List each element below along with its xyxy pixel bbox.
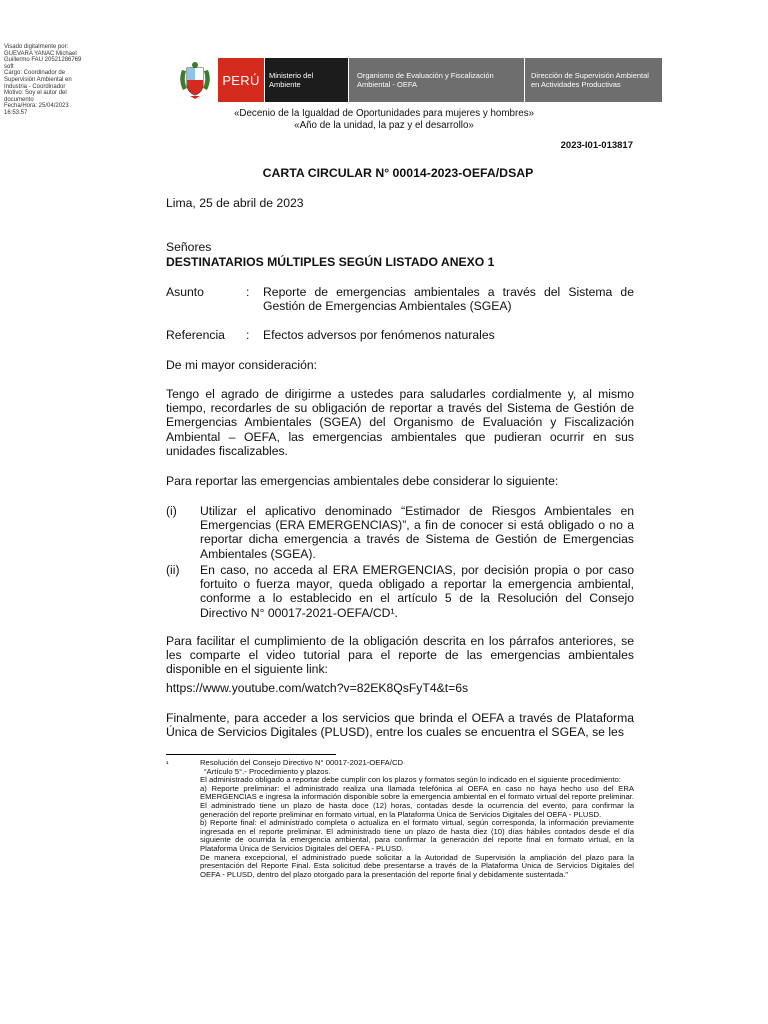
ministry-block: Ministerio del Ambiente (264, 58, 348, 102)
reference-label: Referencia (166, 328, 225, 342)
coat-of-arms-icon (172, 58, 218, 102)
signature-line: Fecha/Hora: 25/04/2023 (4, 103, 69, 110)
organism-block: Organismo de Evaluación y Fiscalización Ambiental - OEFA (348, 58, 524, 102)
list-item: En caso, no acceda al ERA EMERGENCIAS, por decisión propia o por caso fortuito o fuerza mayor, queda obligado a reportar la emergencia ambiental, conforme a lo establecido en el artículo 5 de la Resolución del Consejo Directivo N° 00017-2021-OEFA/CD¹. (200, 563, 634, 620)
footnote-line: “Artículo 5°.- Procedimiento y plazos. (204, 766, 331, 776)
signature-line: documento (4, 96, 34, 103)
greeting: De mi mayor consideración: (166, 358, 318, 372)
paragraph-finally: Finalmente, para acceder a los servicios que brinda el OEFA a través de Plataforma Única de Servicios Digitales (PLUSD), entre los cuales se encuentra el SGEA, se les (166, 711, 634, 740)
subject-value: Reporte de emergencias ambientales a través del Sistema de Gestión de Emergencias Ambientales (SGEA) (263, 285, 634, 314)
signature-line: soft (4, 63, 14, 70)
footnote-line: a) Reporte preliminar: el administrado realiza una llamada telefónica al OEFA en caso no haya hecho uso del ERA EMERGENCIAS e ingresa la información disponible sobre la emergencia ambiental en el formato virtual del reporte preliminar. El administrado tiene un plazo de hasta doce (12) horas, contadas desde la ocurrencia del evento, para confirmar la generación del reporte preliminar en formato virtual, en la Plataforma Única de Servicios Digitales del OEFA - PLUSD. (200, 783, 634, 819)
footnote (200, 759, 634, 879)
signature-line: 16:53:57 (4, 109, 28, 116)
list-item-number: (i) (166, 504, 177, 518)
peru-brand-block: PERÚ (218, 58, 264, 102)
signature-line: Supervisión Ambiental en (4, 76, 72, 83)
signature-line: Visado digitalmente por: (4, 44, 69, 50)
footnote-line: Resolución del Consejo Directivo N° 00017-2021-OEFA/CD (200, 758, 404, 767)
reference-value: Efectos adversos por fenómenos naturales (263, 328, 495, 342)
subject-colon: : (246, 285, 250, 299)
decenio-text (0, 108, 768, 132)
footnote-line: El administrado obligado a reportar debe cumplir con los plazos y formatos según lo indicado en el siguiente procedimiento: (200, 775, 621, 785)
reference-colon: : (246, 328, 250, 342)
signature-line: Cargo: Coordinador de (4, 70, 66, 77)
signature-line: Guillermo FAU 20521286769 (4, 57, 82, 64)
place-date: Lima, 25 de abril de 2023 (166, 196, 304, 210)
salutation: Señores (166, 240, 212, 254)
document-number: 2023-I01-013817 (560, 140, 633, 151)
list-item-number: (ii) (166, 563, 180, 577)
subject-label: Asunto (166, 285, 204, 299)
footnote-mark: ¹ (166, 759, 169, 768)
footnote-divider (166, 754, 336, 755)
paragraph-consider: Para reportar las emergencias ambientales debe considerar lo siguiente: (166, 474, 559, 488)
digital-signature-stamp (4, 44, 90, 117)
list-item: Utilizar el aplicativo denominado “Estimador de Riesgos Ambientales en Emergencias (ERA EMERGENCIAS)”, a fin de conocer si está obligado o no a reportar dicha emergencia a través de Sistema de Gestión de Emergencias Ambientales (SGEA). (200, 504, 634, 561)
tutorial-link[interactable]: https://www.youtube.com/watch?v=82EK8QsFyT4&t=6s (166, 681, 469, 695)
directorate-block: Dirección de Supervisión Ambiental en Actividades Productivas (524, 58, 662, 102)
recipients: DESTINATARIOS MÚLTIPLES SEGÚN LISTADO ANEXO 1 (166, 255, 495, 269)
decenio-line-1: «Decenio de la Igualdad de Oportunidades para mujeres y hombres» (233, 108, 535, 119)
signature-line: Motivo: Soy el autor del (4, 90, 67, 97)
signature-line: GUEVARA YANAC Michael (4, 50, 77, 57)
paragraph-tutorial: Para facilitar el cumplimiento de la obligación descrita en los párrafos anteriores, se les comparte el video tutorial para el reporte de las emergencias ambientales disponible en el siguiente link: (166, 634, 634, 677)
footnote-line: De manera excepcional, el administrado puede solicitar a la Autoridad de Supervisión la ampliación del plazo para la presentación del Reporte Final. Esta solicitud debe presentarse a través de la Plataforma Única de Servicios Digitales del OEFA - PLUSD, dentro del plazo otorgado para la presentación del reporte final y debidamente sustentada.” (200, 852, 634, 879)
institutional-header (172, 58, 662, 102)
decenio-line-2: «Año de la unidad, la paz y el desarrollo» (294, 120, 474, 131)
paragraph-intro: Tengo el agrado de dirigirme a ustedes para saludarles cordialmente y, al mismo tiempo, recordarles de su obligación de reportar a través del Sistema de Gestión de Emergencias Ambientales (SGEA) del Organismo de Evaluación y Fiscalización Ambiental – OEFA, las emergencias ambientales que pudieran ocurrir en sus unidades fiscalizables. (166, 387, 634, 458)
footnote-line: b) Reporte final: el administrado completa o actualiza en el formato virtual, según corresponda, la información previamente ingresada en el reporte preliminar. El administrado tiene un plazo de hasta diez (10) días hábiles contados desde el día siguiente de ocurrida la emergencia ambiental, para confirmar la generación del reporte final en formato virtual, en la Plataforma Única de Servicios Digitales del OEFA - PLUSD. (200, 818, 634, 853)
page-title: CARTA CIRCULAR N° 00014-2023-OEFA/DSAP (262, 166, 534, 180)
signature-line: Industria - Coordinador (4, 83, 66, 90)
